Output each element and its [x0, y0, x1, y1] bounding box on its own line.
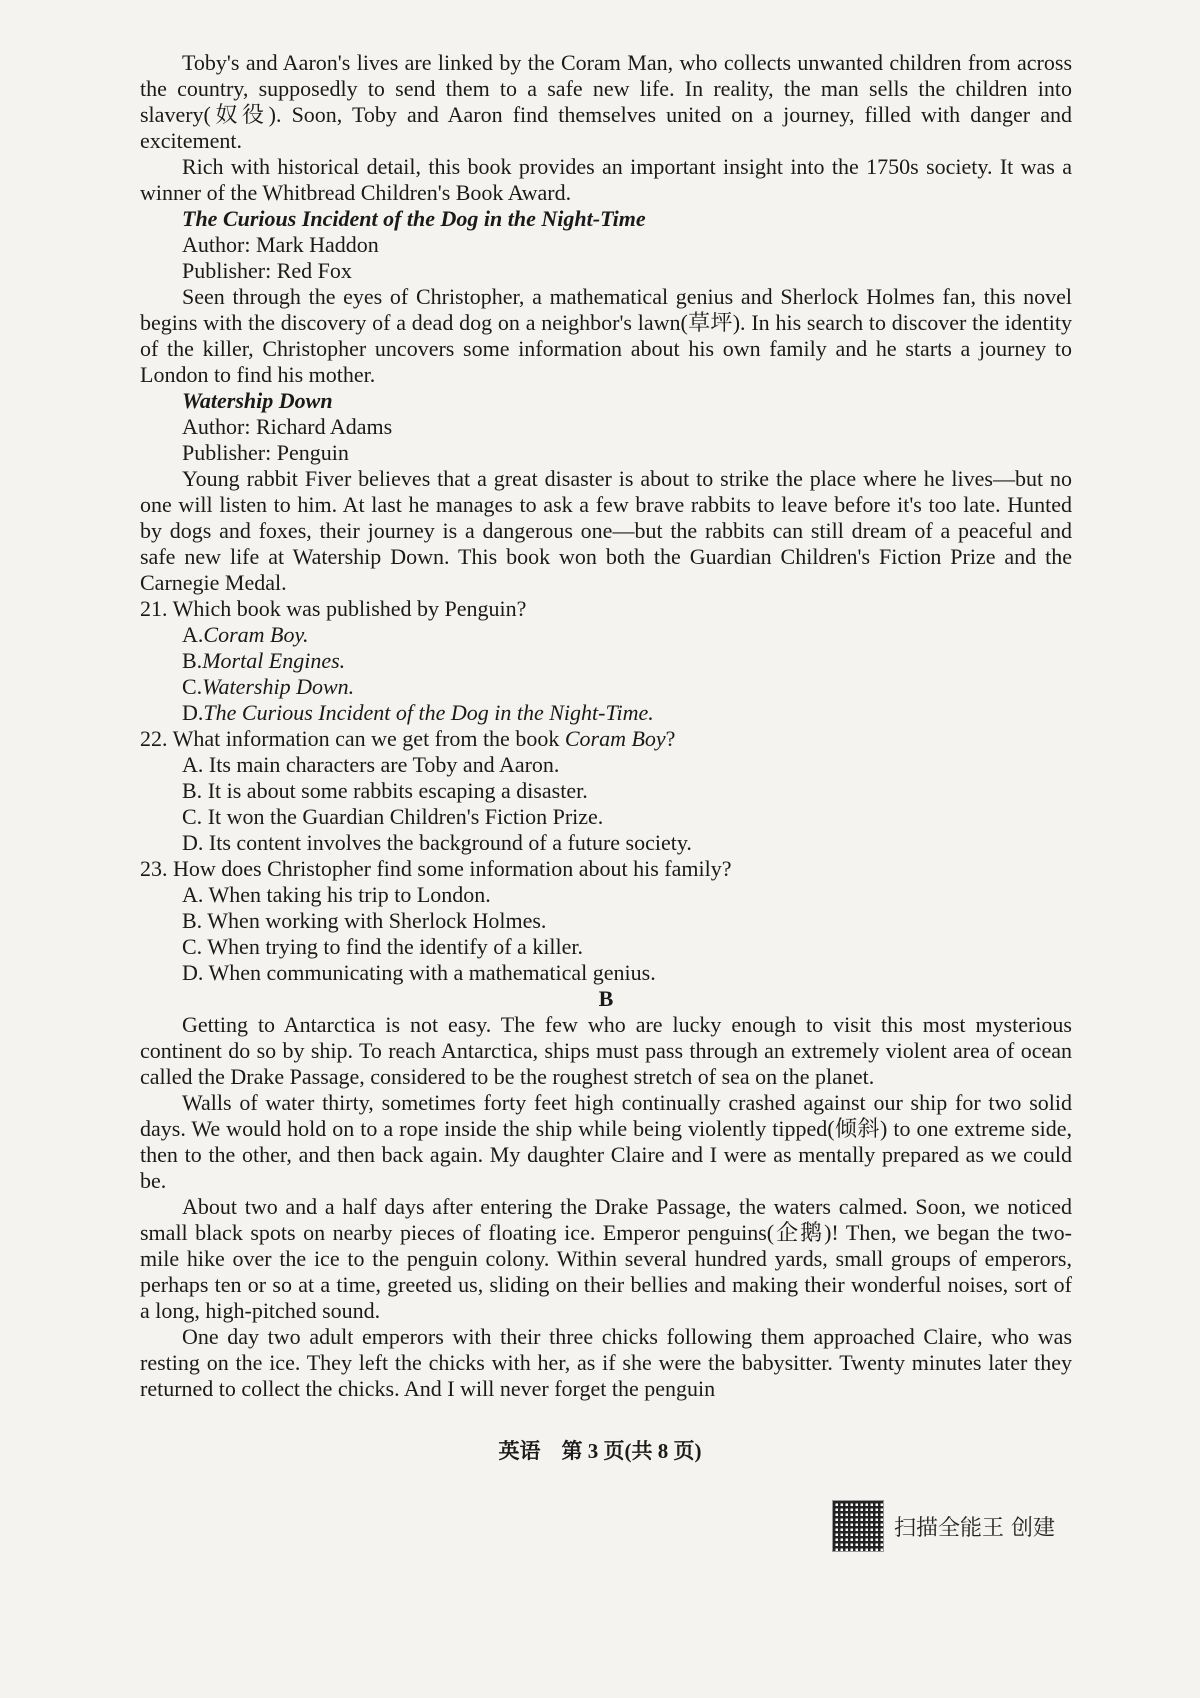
option-d: D. When communicating with a mathematical genius.: [182, 960, 656, 985]
option-c: C. It won the Guardian Children's Fiction Prize.: [182, 804, 604, 829]
question-stem: What information can we get from the book: [172, 726, 560, 751]
option-b: B.Mortal Engines.: [182, 648, 346, 673]
antarctica-paragraph-1: Getting to Antarctica is not easy. The few who are lucky enough to visit this most mysterious continent do so by ship. To reach Antarctica, ships must pass through an extremely violent area of ocean called the Drake Passage, considered to be the roughest stretch of sea on the planet.: [140, 1012, 1072, 1089]
option-c: C.Watership Down.: [182, 674, 355, 699]
book-publisher-watership: Publisher: Penguin: [182, 440, 349, 465]
antarctica-paragraph-2: Walls of water thirty, sometimes forty feet high continually crashed against our ship for two solid days. We would hold on to a rope inside the ship while being violently tipped(倾斜) to one extreme side, then to the other, and then back again. My daughter Claire and I were as mentally prepared as we could be.: [140, 1090, 1072, 1193]
option-d: D.The Curious Incident of the Dog in the Night-Time.: [182, 700, 654, 725]
option-d: D. Its content involves the background of a future society.: [182, 830, 692, 855]
book-publisher-curious: Publisher: Red Fox: [182, 258, 352, 283]
question-23: [140, 856, 1072, 986]
question-21: [140, 596, 1072, 726]
book-title-curious: The Curious Incident of the Dog in the Night-Time: [182, 206, 646, 231]
section-label-b: B: [598, 986, 614, 1011]
option-a: A.Coram Boy.: [182, 622, 309, 647]
antarctica-paragraph-4: One day two adult emperors with their three chicks following them approached Claire, who was resting on the ice. They left the chicks with her, as if she were the babysitter. Twenty minutes later they returned to collect the chicks. And I will never forget the penguin: [140, 1324, 1072, 1401]
coram-paragraph-1: Toby's and Aaron's lives are linked by the Coram Man, who collects unwanted children from across the country, supposedly to send them to a safe new life. In reality, the man sells the children into slavery(奴役). Soon, Toby and Aaron find themselves united on a journey, filled with danger and excitement.: [140, 50, 1072, 153]
question-stem-title: Coram Boy: [564, 726, 666, 751]
option-b: B. It is about some rabbits escaping a disaster.: [182, 778, 588, 803]
watership-paragraph: Young rabbit Fiver believes that a great disaster is about to strike the place where he lives—but no one will listen to him. At last he manages to ask a few brave rabbits to leave before it's too late. Hunted by dogs and foxes, their journey is a dangerous one—but the rabbits can still dream of a peaceful and safe new life at Watership Down. This book won both the Guardian Children's Fiction Prize and the Carnegie Medal.: [140, 466, 1072, 595]
question-number: 21.: [140, 596, 168, 621]
option-b: B. When working with Sherlock Holmes.: [182, 908, 547, 933]
book-title-watership: Watership Down: [182, 388, 333, 413]
page-footer: 英语 第 3 页(共 8 页): [498, 1439, 702, 1463]
question-number: 22.: [140, 726, 168, 751]
question-number: 23.: [140, 856, 168, 881]
coram-paragraph-2: Rich with historical detail, this book provides an important insight into the 1750s society. It was a winner of the Whitbread Children's Book Award.: [140, 154, 1072, 205]
exam-page: [140, 50, 1072, 1402]
book-author-curious: Author: Mark Haddon: [182, 232, 379, 257]
question-stem: How does Christopher find some information about his family?: [173, 856, 732, 881]
antarctica-paragraph-3: About two and a half days after entering the Drake Passage, the waters calmed. Soon, we noticed small black spots on nearby pieces of floating ice. Emperor penguins(企鹅)! Then, we began the two-mile hike over the ice to the penguin colony. Within several hundred yards, small groups of emperors, perhaps ten or so at a time, greeted us, sliding on their bellies and making their wonderful noises, sort of a long, high-pitched sound.: [140, 1194, 1072, 1323]
option-a: A. Its main characters are Toby and Aaron.: [182, 752, 560, 777]
qr-code-icon: [832, 1500, 884, 1552]
curious-paragraph: Seen through the eyes of Christopher, a mathematical genius and Sherlock Holmes fan, this novel begins with the discovery of a dead dog on a neighbor's lawn(草坪). In his search to discover the identity of the killer, Christopher uncovers some information about his own family and he starts a journey to London to find his mother.: [140, 284, 1072, 387]
question-22: 22. What information can we get from the book Coram Boy? A. Its main characters are Toby and Aaron. B. It is about some rabbits escaping a disaster. C. It won the Guardian Children's Fiction Prize. D. Its content involves the background of a future society.: [140, 726, 1072, 856]
scanner-watermark: [832, 1500, 1055, 1552]
scanner-watermark-text: 扫描全能王 创建: [894, 1515, 1055, 1541]
book-author-watership: Author: Richard Adams: [182, 414, 393, 439]
question-stem: Which book was published by Penguin?: [172, 596, 527, 621]
option-a: A. When taking his trip to London.: [182, 882, 491, 907]
option-c: C. When trying to find the identify of a killer.: [182, 934, 584, 959]
